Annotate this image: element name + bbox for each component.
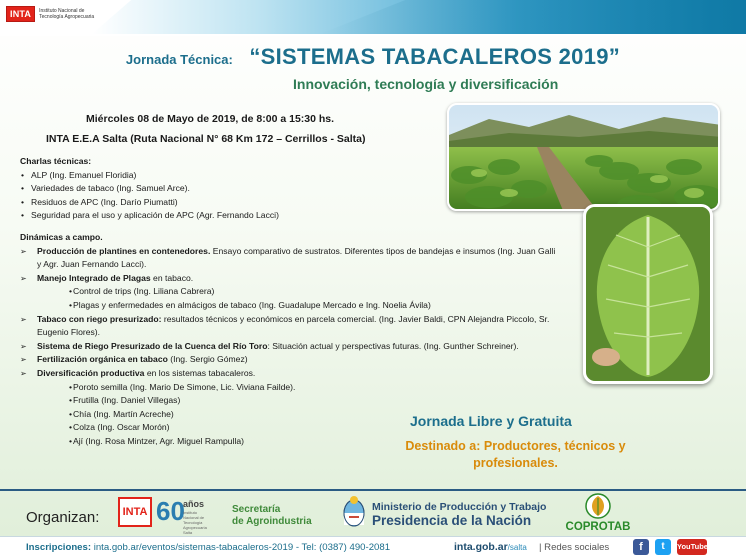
argentina-shield-icon (341, 495, 367, 529)
registration-label: Inscripciones: (26, 542, 92, 553)
secretaria-logo (232, 504, 312, 528)
anios-caption: Instituto Nacional de Tecnología Agropecuaria Salta (183, 510, 207, 535)
destined-text: Destinado a: Productores, técnicos y profesionales. (405, 439, 626, 470)
secretaria-line-1: Secretaría (232, 504, 281, 515)
website-link[interactable] (454, 541, 527, 553)
twitter-icon[interactable]: t (655, 539, 671, 555)
charla-item: • Seguridad para el uso y aplicación de APC (Agr. Fernando Lacci) (20, 209, 560, 223)
coprotab-logo (556, 493, 640, 533)
dinamica-heading: Diversificación productiva (37, 367, 145, 378)
dinamica-item (20, 367, 560, 449)
free-event-title: Jornada Libre y Gratuita (410, 413, 572, 429)
title-lead: Jornada Técnica: (125, 52, 233, 67)
inta-name: Instituto Nacional de Tecnología Agropecuaria (39, 8, 95, 20)
inta-logo: INTA (6, 6, 35, 22)
youtube-icon[interactable]: YouTube (677, 539, 707, 555)
dinamica-heading: Sistema de Riego Presurizado de la Cuenca del Río Toro (37, 340, 268, 351)
facebook-icon[interactable]: f (633, 539, 649, 555)
coprotab-name: COPROTAB (565, 521, 631, 533)
dinamica-text: : Situación actual y perspectivas futuras. (Ing. Gunther Schreiner). (267, 340, 519, 351)
subtitle: Innovación, tecnología y diversificación (293, 76, 559, 92)
dinamica-subitem-text: Frutilla (Ing. Daniel Villegas) (73, 395, 181, 406)
inta-logo: INTA (118, 497, 152, 527)
dinamica-heading: Producción de plantines en contenedores. (37, 245, 211, 256)
title-row (0, 44, 746, 70)
inta-60-anios-logo (156, 496, 212, 535)
anios-number: 60 (156, 496, 185, 526)
dinamica-subitem-text: Plagas y enfermedades en almácigos de tabaco (Ing. Guadalupe Mercado e Ing. Noelia Ávila) (73, 299, 431, 310)
footer-divider (0, 489, 746, 491)
page-title: “SISTEMAS TABACALEROS 2019” (249, 44, 621, 69)
dinamica-subitem (69, 285, 560, 299)
charlas-title: Charlas técnicas: (20, 156, 92, 166)
dinamica-text: en tabaco. (150, 272, 194, 283)
dinamica-subitem-text: Chía (Ing. Martín Acreche) (73, 408, 174, 419)
dinamica-sublist (37, 285, 560, 312)
dinamica-heading: Manejo Integrado de Plagas (37, 272, 151, 283)
event-place: INTA E.E.A Salta (Ruta Nacional N° 68 Km 172 – Cerrillos - Salta) (46, 133, 366, 145)
dinamica-text: resultados técnicos y económicos en parcela comercial. (Ing. Javier Baldi, CPN Alejandra Piccolo, Sr. Eugenio Flores). (37, 313, 550, 338)
social-label: | Redes sociales (539, 542, 610, 553)
dinamica-item (20, 313, 560, 340)
registration-info (26, 542, 390, 553)
dinamica-item (20, 340, 560, 354)
dinamica-item (20, 353, 560, 367)
ministerio-line-2: Presidencia de la Nación (372, 513, 532, 528)
dinamica-item (20, 272, 560, 313)
dinamica-subitem-text: Colza (Ing. Oscar Morón) (73, 422, 170, 433)
dinamica-text: Ensayo comparativo de sustratos. Diferentes tipos de bandejas e insumos (Ing. Juan Galli y Agr. Juan Fernando Lacci). (37, 245, 556, 270)
dinamica-item (20, 245, 560, 272)
dinamica-subitem (69, 394, 560, 408)
registration-link[interactable]: inta.gob.ar/eventos/sistemas-tabacaleros-2019 - Tel: (0387) 490-2081 (91, 542, 391, 553)
charla-item: • Residuos de APC (Ing. Darío Piumatti) (20, 196, 560, 210)
dinamica-subitem-text: Ají (Ing. Rosa Mintzer, Agr. Miguel Rampulla) (73, 435, 245, 446)
website-domain[interactable]: inta.gob.ar (454, 541, 508, 553)
ministerio-line-1: Ministerio de Producción y Trabajo (372, 501, 547, 513)
secretaria-line-2: de Agroindustria (232, 516, 312, 527)
website-suffix[interactable]: /salta (507, 543, 527, 552)
tobacco-leaf-photo (583, 204, 713, 384)
dinamica-heading: Fertilización orgánica en tabaco (37, 354, 168, 365)
charla-item: • ALP (Ing. Emanuel Floridia) (20, 169, 560, 183)
event-date: Miércoles 08 de Mayo de 2019, de 8:00 a 15:30 hs. (86, 113, 335, 125)
dinamica-text: en los sistemas tabacaleros. (144, 367, 256, 378)
dinamica-subitem (69, 381, 560, 395)
organizers-label: Organizan: (26, 509, 100, 526)
inta-header-logo (6, 6, 101, 22)
dinamica-subitem-text: Control de trips (Ing. Liliana Cabrera) (73, 286, 215, 297)
dinamica-subitem-text: Poroto semilla (Ing. Mario De Simone, Lic. Viviana Failde). (73, 381, 296, 392)
dinamica-text: (Ing. Sergio Gómez) (167, 354, 248, 365)
coprotab-leaf-icon (556, 493, 640, 519)
dinamica-heading: Tabaco con riego presurizado: (37, 313, 162, 324)
anios-word: años (183, 499, 205, 509)
dinamicas-title: Dinámicas a campo. (20, 231, 103, 242)
ministerio-logo (372, 501, 546, 528)
dinamica-subitem (69, 299, 560, 313)
charla-item: • Variedades de tabaco (Ing. Samuel Arce). (20, 182, 560, 196)
tobacco-field-photo (447, 103, 720, 211)
